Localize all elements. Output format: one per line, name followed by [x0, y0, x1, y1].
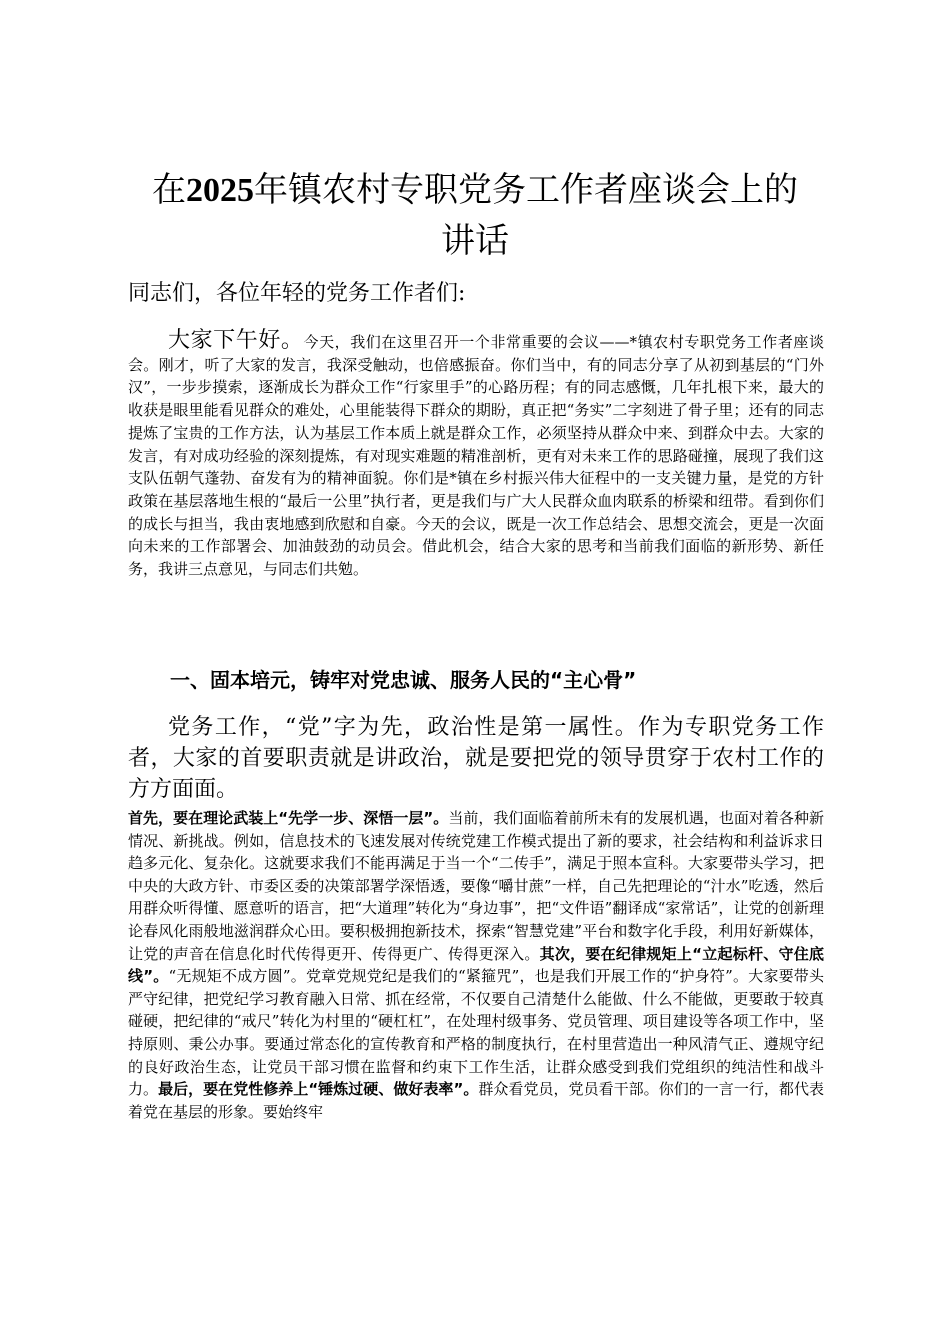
section-1-point-1-heading: 首先，要在理论武装上“先学一步、深悟一层”。	[128, 809, 449, 827]
opening-body: 今天，我们在这里召开一个非常重要的会议——*镇农村专职党务工作者座谈会。刚才，听了大家的发言，我深受触动，也倍感振奋。你们当中，有的同志分享了从初到基层的“门外汉”，一步步摸索，逐渐成长为群众工作“行家里手”的心路历程；有的同志感慨，几年扎根下来，最大的收获是眼里能看见群众的难处，心里能装得下群众的期盼，真正把“务实”二字刻进了骨子里；还有的同志提炼了宝贵的工作方法，认为基层工作本质上就是群众工作，必须坚持从群众中来、到群众中去。大家的发言，有对成功经验的深刻提炼，有对现实难题的精准剖析，更有对未来工作的思路碰撞，展现了我们这支队伍朝气蓬勃、奋发有为的精神面貌。你们是*镇在乡村振兴伟大征程中的一支关键力量，是党的方针政策在基层落地生根的“最后一公里”执行者，更是我们与广大人民群众血肉联系的桥梁和纽带。看到你们的成长与担当，我由衷地感到欣慰和自豪。今天的会议，既是一次工作总结会、思想交流会，更是一次面向未来的工作部署会、加油鼓劲的动员会。借此机会，结合大家的思考和当前我们面临的新形势、新任务，我讲三点意见，与同志们共勉。	[128, 333, 824, 579]
opening-lead: 大家下午好。	[168, 328, 304, 353]
section-1-point-1-text: 当前，我们面临着前所未有的发展机遇，也面对着各种新情况、新挑战。例如，信息技术的飞速发展对传统党建工作模式提出了新的要求，社会结构和利益诉求日趋多元化、复杂化。这就要求我们不能再满足于当一个“二传手”，满足于照本宣科。大家要带头学习，把中央的大政方针、市委区委的决策部署学深悟透，要像“嚼甘蔗”一样，自己先把理论的“汁水”吃透，然后用群众听得懂、愿意听的语言，把“大道理”转化为“身边事”，把“文件语”翻译成“家常话”，让党的创新理论春风化雨般地滋润群众心田。要积极拥抱新技术，探索“智慧党建”平台和数字化手段，利用好新媒体，让党的声音在信息化时代传得更开、传得更广、传得更深入。	[128, 809, 824, 963]
section-heading-1: 一、固本培元，铸牢对党忠诚、服务人民的“主心骨”	[170, 668, 637, 692]
title-line2: 讲话	[441, 221, 509, 261]
section-1-lead: 党务工作，“党”字为先，政治性是第一属性。作为专职党务工作者，大家的首要职责就是讲政治，就是要把党的领导贯穿于农村工作的方方面面。	[128, 715, 824, 802]
title-year: 2025	[186, 172, 254, 209]
section-1-point-2-heading: 其次，要在纪律规矩上“立起标杆、守住底线”。	[128, 944, 824, 986]
document-title	[100, 165, 850, 266]
section-1-point-3-heading: 最后，要在党性修养上“锤炼过硬、做好表率”。	[158, 1080, 479, 1099]
salutation: 同志们，各位年轻的党务工作者们:	[128, 281, 466, 306]
paragraph-section-1	[128, 712, 824, 1123]
title-prefix: 在	[152, 170, 186, 210]
section-1-point-2-text: “无规矩不成方圆”。党章党规党纪是我们的“紧箍咒”，也是我们开展工作的“护身符”。大家要带头严守纪律，把党纪学习教育融入日常、抓在经常，不仅要自己清楚什么能做、什么不能做，更要敢于较真碰硬，把纪律的“戒尺”转化为村里的“硬杠杠”，在处理村级事务、党员管理、项目建设等各项工作中，坚持原则、秉公办事。要通过常态化的宣传教育和严格的制度执行，在村里营造出一种风清气正、遵规守纪的良好政治生态，让党员干部习惯在监督和约束下工作生活，让群众感受到我们党组织的纯洁性和战斗力。	[128, 967, 825, 1099]
title-rest-line1: 年镇农村专职党务工作者座谈会上的	[254, 170, 798, 210]
section-1-point-3-text: 群众看党员，党员看干部。你们的一言一行，都代表着党在基层的形象。要始终牢	[128, 1080, 824, 1121]
paragraph-opening	[128, 330, 824, 581]
